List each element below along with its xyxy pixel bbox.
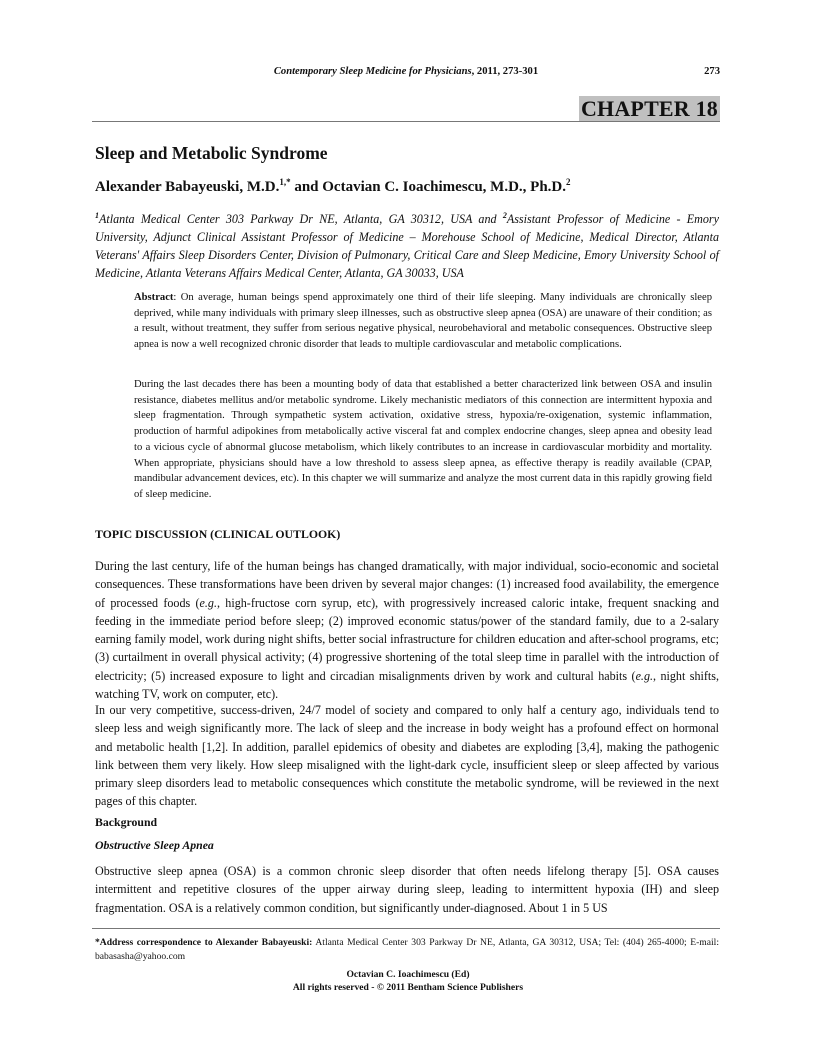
author-1-affil-mark: 1,* (279, 177, 291, 187)
topic-paragraph-1 (95, 557, 719, 703)
correspondence-footnote (95, 936, 719, 963)
author-2-affil-mark: 2 (566, 177, 571, 187)
text-italic: e.g. (199, 595, 217, 610)
osa-paragraph-1: Obstructive sleep apnea (OSA) is a common chronic sleep disorder that often needs lifelong therapy [5]. OSA causes intermittent and repetitive closures of the upper airway during sleep, leading to intermittent hypoxia (IH) and sleep fragmentation. OSA is a relatively common condition, but significantly under-diagnosed. About 1 in 5 US (95, 864, 719, 915)
journal-citation (92, 66, 720, 77)
affiliations (95, 207, 719, 282)
text: , high-fructose corn syrup, etc), with progressively increased caloric intake, frequent snacking and feeding in the immediate period before sleep; (2) improved economic status/power of the standard family, due to a 2-salary earning family model, work during night shifts, better social infrastructure for children education and after-school programs, etc; (3) curtailment in overall physical activity; (4) progressive shortening of the total sleep time in parallel with the introduction of electricity; (5) increased exposure to light and circadian misalignments driven by work and cultural habits ( (95, 595, 719, 683)
footnote-divider (92, 928, 720, 929)
author-line (95, 177, 571, 196)
topic-paragraph-2: In our very competitive, success-driven, 24/7 model of society and compared to only half a century ago, individuals tend to sleep less and weigh significantly more. The lack of sleep and the increase in body weight has a profound effect on hormonal and metabolic health [1,2]. In addition, parallel epidemics of obesity and diabetes are exploding [3,4], making the pathogenic link between them very likely. How sleep misaligned with the light-dark cycle, insufficient sleep or sleep affected by various primary sleep disorders lead to metabolic consequences which constitute the metabolic syndrome, will be reviewed in the next pages of this chapter. (95, 703, 719, 809)
section-heading-topic: TOPIC DISCUSSION (CLINICAL OUTLOOK) (95, 527, 341, 541)
abstract-text-1: : On average, human beings spend approximately one third of their life sleeping. Many individuals are chronically sleep deprived, while many individuals with primary sleep illnesses, such as obstructive sleep apnea (OSA) are unaware of their condition; as a result, without treatment, they suffer from serious negative physical, neurobehavioral and metabolic consequences. Obstructive sleep apnea is now a well recognized chronic disorder that leads to multiple cardiovascular and metabolic complications. (134, 292, 712, 351)
journal-meta: , 2011, 273-301 (471, 66, 539, 77)
affil-text-2: Assistant Professor of Medicine - Emory University, Adjunct Clinical Assistant Professor of Medicine – Morehouse School of Medicine, Medical Director, Atlanta Veterans' Affairs Sleep Disorders Center, Division of Pulmonary, Critical Care and Sleep Medicine, Emory University School of Medicine, Atlanta Veterans Affairs Medical Center, Atlanta, GA 30033, USA (95, 212, 719, 280)
affil-mark-2: 2 (502, 211, 507, 220)
abstract-label: Abstract (134, 292, 174, 303)
abstract-paragraph-2: During the last decades there has been a mounting body of data that established a better characterized link between OSA and insulin resistance, diabetes mellitus and/or metabolic syndrome. Likely mechanistic mediators of this connection are intermittent hypoxia and sleep fragmentation. Through sympathetic system activation, oxidative stress, hypoxia/re-oxigenation, systemic inflammation, production of harmful adipokines from metabolically active visceral fat and complex endocrine changes, sleep apnea and obesity lead to a vicious cycle of abnormal glucose metabolism, which likely contributes to an increase in cardiovascular morbidity and mortality. When appropriate, physicians should have a low threshold to assess sleep apnea, as effective therapy is readily available (CPAP, mandibular advancement devices, etc). In this chapter we will summarize and analyze the most current data in this rapidly growing field of sleep medicine. (134, 379, 712, 500)
author-2: and Octavian C. Ioachimescu, M.D., Ph.D. (290, 179, 566, 195)
article-title: Sleep and Metabolic Syndrome (95, 143, 328, 163)
subsection-heading-osa: Obstructive Sleep Apnea (95, 838, 214, 852)
copyright-line: All rights reserved - © 2011 Bentham Science Publishers (292, 982, 524, 993)
journal-title: Contemporary Sleep Medicine for Physicians (273, 66, 472, 77)
text: , night shifts, watching TV, work on computer, etc). (95, 668, 719, 702)
chapter-label: CHAPTER 18 (580, 96, 718, 121)
header-divider (92, 121, 720, 122)
section-heading-background: Background (95, 815, 158, 829)
text-italic: e.g. (635, 668, 654, 683)
editor-line: Octavian C. Ioachimescu (Ed) (346, 969, 470, 980)
footnote-text: Atlanta Medical Center 303 Parkway Dr NE, Atlanta, GA 30312, USA; Tel: (404) 265-4000; E-mail: babasasha@yahoo.com (95, 937, 719, 962)
affil-mark-1: 1 (95, 211, 99, 220)
text: During the last century, life of the human beings has changed dramatically, with major individual, socio-economic and societal consequences. These transformations have been driven by several major changes: (1) increased food availability, the emergence of processed foods ( (95, 559, 719, 610)
abstract-paragraph-1 (134, 290, 712, 353)
author-1: Alexander Babayeuski, M.D. (95, 179, 280, 195)
footnote-label: *Address correspondence to Alexander Babayeuski: (95, 937, 313, 948)
page-number: 273 (704, 66, 720, 77)
affil-text-1: Atlanta Medical Center 303 Parkway Dr NE, Atlanta, GA 30312, USA and (99, 212, 503, 226)
